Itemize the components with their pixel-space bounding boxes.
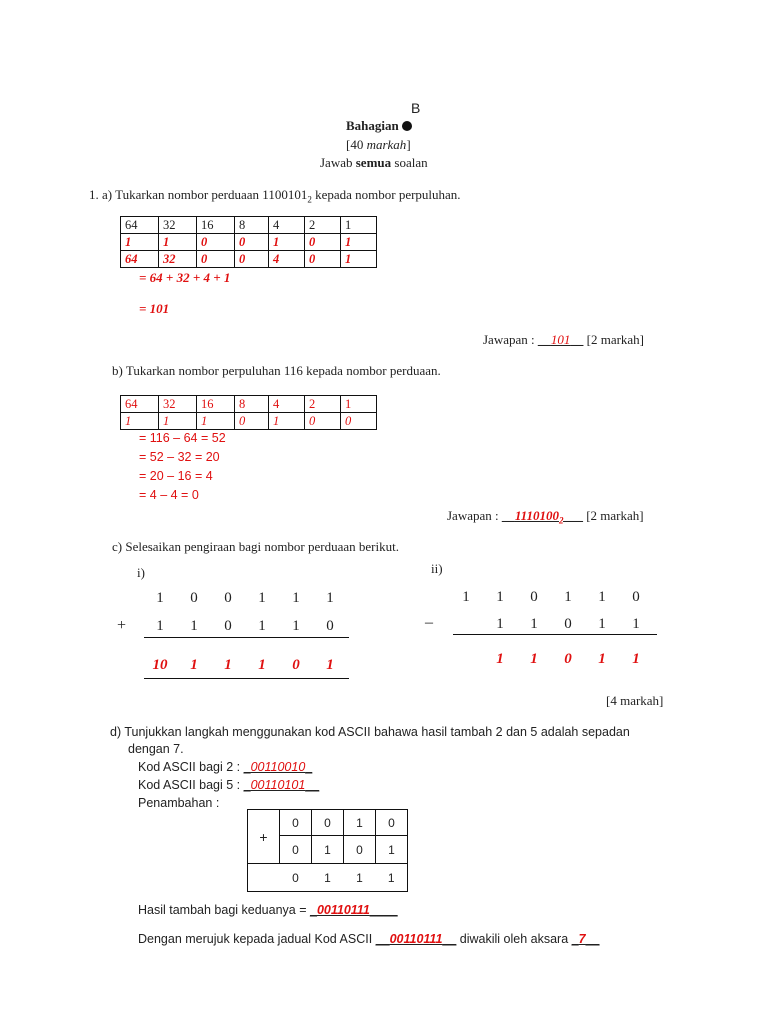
q1b-digit-row: 1 1 1 0 1 0 0 <box>121 413 377 430</box>
q1a-work-line-1: = 64 + 32 + 4 + 1 <box>139 270 231 285</box>
q1b-header-row: 64 32 16 8 4 2 1 <box>121 396 377 413</box>
q1d-addition-table <box>247 809 408 892</box>
q1c-ii-result: 1 1 0 1 1 <box>496 651 640 667</box>
q1c-i-top-number: 1 0 0 1 1 1 <box>156 590 334 606</box>
bullet-icon <box>402 121 412 131</box>
q1c-ii-difference-line <box>453 634 657 635</box>
q1a-answer: Jawapan : __101__ [2 markah] <box>483 332 645 347</box>
q1c-i-result-line <box>144 678 349 679</box>
section-letter: B <box>411 100 421 116</box>
q1a-work-line-2: = 101 <box>139 301 170 316</box>
q1d-ascii-2: Kod ASCII bagi 2 : _00110010_ <box>138 760 313 774</box>
q1b-work-line-2: = 52 – 32 = 20 <box>139 450 220 464</box>
q1d-result-row: 0 1 1 1 <box>248 864 408 892</box>
q1b-work-line-3: = 20 – 16 = 4 <box>139 469 213 483</box>
q1b-prompt: b) Tukarkan nombor perpuluhan 116 kepada nombor perduaan. <box>112 363 441 378</box>
q1b-work-line-4: = 4 – 4 = 0 <box>139 488 199 502</box>
q1c-i-plus-sign: + <box>117 617 127 634</box>
q1d-prompt-line-2: dengan 7. <box>128 742 184 756</box>
q1c-prompt: c) Selesaikan pengiraan bagi nombor perduaan berikut. <box>112 539 399 554</box>
q1a-place-value-table <box>120 216 377 268</box>
q1c-part-ii-label: ii) <box>431 561 443 576</box>
q1c-ii-minus-sign: – <box>425 614 433 631</box>
q1d-sum: Hasil tambah bagi keduanya = _00110111____ <box>138 903 398 917</box>
q1c-i-result: 10 1 1 1 0 1 <box>152 657 334 673</box>
q1d-ascii-5: Kod ASCII bagi 5 : _00110101__ <box>138 778 320 792</box>
q1c-part-i-label: i) <box>137 565 145 580</box>
q1d-addition-label: Penambahan : <box>138 796 220 810</box>
q1a-prompt: 1. a) Tukarkan nombor perduaan $1100101_2$ kepada nombor perpuluhan. <box>89 187 461 205</box>
q1c-marks: [4 markah] <box>606 693 664 708</box>
section-title <box>346 118 412 134</box>
q1c-i-sum-line <box>144 637 349 638</box>
q1d-row-2: 0 1 0 1 <box>248 836 408 864</box>
q1c-ii-bottom-number: 1 1 0 1 1 <box>496 616 640 632</box>
q1b-work-line-1: = 116 – 64 = 52 <box>139 431 226 445</box>
q1c-i-bottom-number: 1 1 0 1 1 0 <box>156 618 334 634</box>
section-instruction: Jawab semua soalan <box>320 155 428 170</box>
section-marks: [40 markah] <box>346 137 411 152</box>
q1d-plus-sign: + <box>248 810 280 864</box>
q1c-ii-top-number: 1 1 0 1 1 0 <box>462 589 640 605</box>
q1d-prompt-line-1: d) Tunjukkan langkah menggunakan kod ASCII bahawa hasil tambah 2 dan 5 adalah sepadan <box>110 725 630 739</box>
q1b-answer: Jawapan : $\_\_1110100_2\_\_\_$ [2 markah] <box>447 508 644 526</box>
q1d-reference: Dengan merujuk kepada jadual Kod ASCII __00110111__ diwakili oleh aksara _7__ <box>138 932 600 946</box>
q1a-value-row: 64 32 0 0 4 0 1 <box>121 251 377 268</box>
q1a-header-row: 64 32 16 8 4 2 1 <box>121 217 377 234</box>
q1a-digit-row: 1 1 0 0 1 0 1 <box>121 234 377 251</box>
section-label: Bahagian <box>346 118 399 133</box>
q1b-place-value-table <box>120 395 377 430</box>
q1d-row-1: + 0 0 1 0 <box>248 810 408 836</box>
